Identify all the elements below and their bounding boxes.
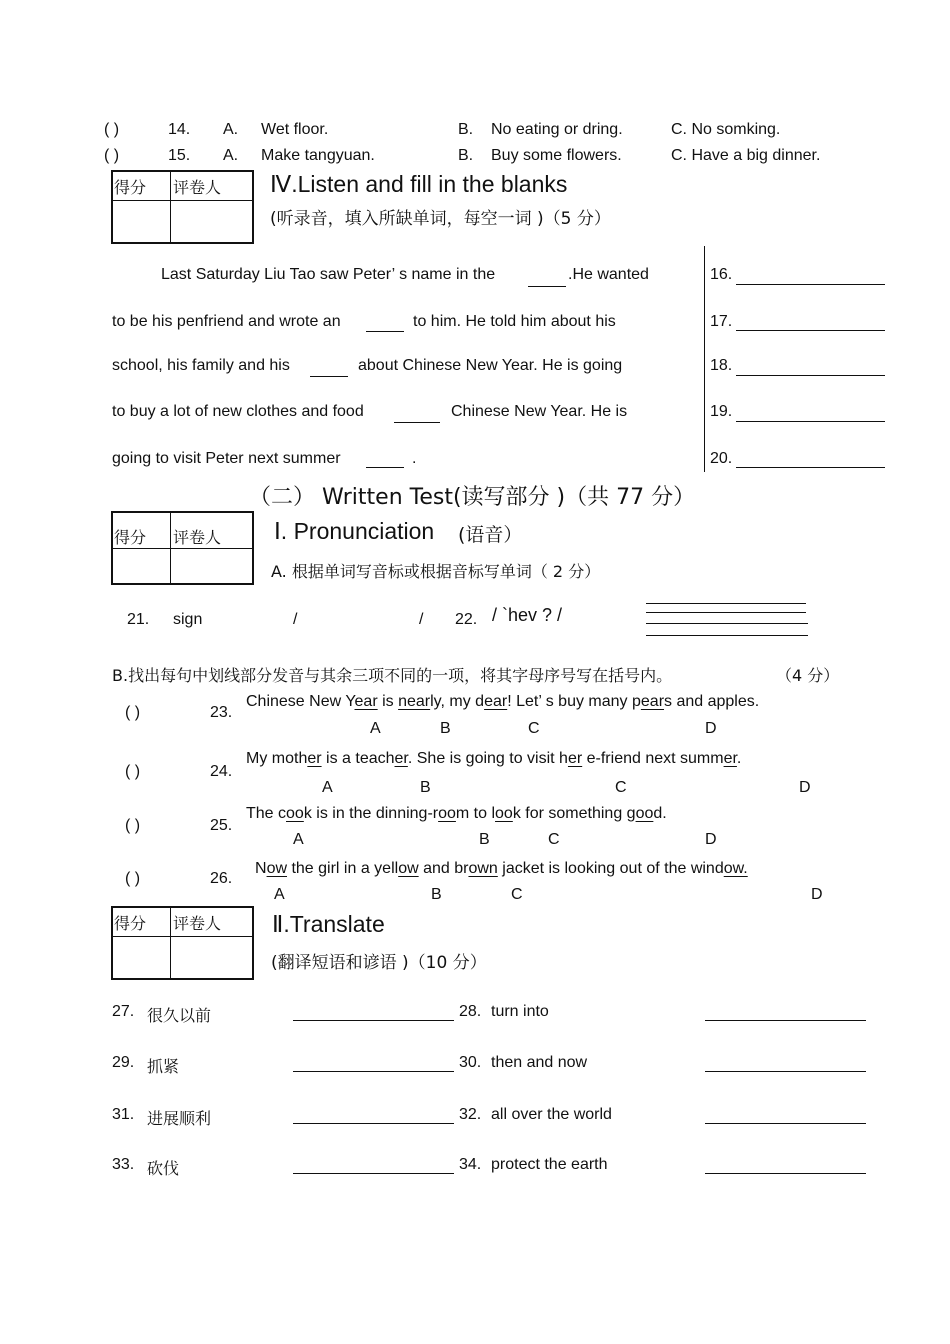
option-letter: A xyxy=(293,831,304,848)
passage-text: to buy a lot of new clothes and food xyxy=(112,403,364,420)
section-title-listen: Ⅳ.Listen and fill in the blanks xyxy=(270,171,568,197)
prompt-text: 砍伐 xyxy=(147,1159,180,1178)
answer-paren[interactable]: ( ) xyxy=(125,704,141,721)
question-number: 14. xyxy=(168,121,191,138)
sentence: My mother is a teacher. She is going to visit her e-friend next summer. xyxy=(246,750,742,767)
grader-label: 评卷人 xyxy=(173,528,222,547)
answer-line[interactable] xyxy=(705,1071,866,1072)
question-number: 34. xyxy=(459,1156,482,1173)
answer-number: 20. xyxy=(710,450,733,467)
score-label: 得分 xyxy=(114,178,147,197)
score-label: 得分 xyxy=(114,914,147,933)
answer-line[interactable] xyxy=(705,1173,866,1174)
passage-text: to him. He told him about his xyxy=(413,313,616,330)
option-letter: A xyxy=(322,779,333,796)
answer-line[interactable] xyxy=(736,375,885,376)
answer-paren[interactable]: ( ) xyxy=(104,147,120,164)
sentence: The cook is in the dinning-room to look for something good. xyxy=(246,805,667,822)
option-letter: C xyxy=(548,831,560,848)
option-a-letter: A. xyxy=(223,147,239,164)
part-a-instruction: A. 根据单词写音标或根据音标写单词（ 2 分） xyxy=(271,562,601,581)
score-label: 得分 xyxy=(114,528,147,547)
blank-line[interactable] xyxy=(366,467,404,468)
answer-line[interactable] xyxy=(736,284,885,285)
option-b-letter: B. xyxy=(458,121,474,138)
blank-line[interactable] xyxy=(528,286,566,287)
score-box xyxy=(111,170,254,244)
question-number: 27. xyxy=(112,1003,135,1020)
passage-text: to be his penfriend and wrote an xyxy=(112,313,341,330)
question-number: 22. xyxy=(455,611,478,628)
answer-number: 16. xyxy=(710,266,733,283)
answer-paren[interactable]: ( ) xyxy=(125,763,141,780)
option-letter: C xyxy=(528,720,540,737)
prompt-text: turn into xyxy=(491,1003,549,1020)
question-number: 31. xyxy=(112,1106,135,1123)
option-a-letter: A. xyxy=(223,121,239,138)
answer-line[interactable] xyxy=(293,1123,454,1124)
passage-text: going to visit Peter next summer xyxy=(112,450,341,467)
part-b-instruction: B.找出每句中划线部分发音与其余三项不同的一项，将其字母序号写在括号内。 xyxy=(112,666,673,685)
score-box xyxy=(111,906,254,980)
section-subtitle-translate: (翻译短语和谚语 )（10 分） xyxy=(271,953,487,973)
option-letter: D xyxy=(705,720,717,737)
passage-text: . xyxy=(412,450,417,467)
question-number: 28. xyxy=(459,1003,482,1020)
answer-paren[interactable]: ( ) xyxy=(125,870,141,887)
passage-text: .He wanted xyxy=(568,266,649,283)
answer-line[interactable] xyxy=(736,330,885,331)
question-number: 24. xyxy=(210,763,233,780)
answer-line[interactable] xyxy=(736,467,885,468)
prompt-text: 很久以前 xyxy=(147,1006,212,1025)
question-number: 26. xyxy=(210,870,233,887)
answer-line[interactable] xyxy=(705,1123,866,1124)
option-a-text: Wet floor. xyxy=(261,121,329,138)
answer-number: 18. xyxy=(710,357,733,374)
question-number: 29. xyxy=(112,1054,135,1071)
slash: / xyxy=(293,611,298,628)
option-letter: A xyxy=(370,720,381,737)
option-letter: A xyxy=(274,886,285,903)
option-letter: B xyxy=(420,779,431,796)
option-letter: D xyxy=(705,831,717,848)
question-number: 23. xyxy=(210,704,233,721)
passage-text: Last Saturday Liu Tao saw Peter’ s name in the xyxy=(161,266,496,283)
prompt-text: protect the earth xyxy=(491,1156,608,1173)
section-title-translate: Ⅱ.Translate xyxy=(272,911,385,937)
answer-number: 17. xyxy=(710,313,733,330)
section-title-pronunciation-cn: (语音） xyxy=(458,524,523,546)
answer-line[interactable] xyxy=(293,1020,454,1021)
passage-text: Chinese New Year. He is xyxy=(451,403,628,420)
option-letter: B xyxy=(440,720,451,737)
answer-line[interactable] xyxy=(293,1173,454,1174)
sentence: Now the girl in a yellow and brown jacket is looking out of the window. xyxy=(255,860,748,877)
option-letter: C xyxy=(615,779,627,796)
section-title-pronunciation: Ⅰ. Pronunciation xyxy=(274,518,435,544)
blank-line[interactable] xyxy=(394,422,440,423)
passage-text: school, his family and his xyxy=(112,357,290,374)
q21-word: sign xyxy=(173,611,203,628)
prompt-text: then and now xyxy=(491,1054,588,1071)
passage-text: about Chinese New Year. He is going xyxy=(358,357,623,374)
option-letter: B xyxy=(479,831,490,848)
question-number: 21. xyxy=(127,611,150,628)
option-c: C. No somking. xyxy=(671,121,781,138)
score-box xyxy=(111,511,254,585)
prompt-text: 抓紧 xyxy=(147,1057,180,1076)
option-letter: B xyxy=(431,886,442,903)
prompt-text: 进展顺利 xyxy=(147,1109,212,1128)
answer-line[interactable] xyxy=(293,1071,454,1072)
question-number: 32. xyxy=(459,1106,482,1123)
option-b-letter: B. xyxy=(458,147,474,164)
answer-paren[interactable]: ( ) xyxy=(125,817,141,834)
option-letter: D xyxy=(811,886,823,903)
question-number: 15. xyxy=(168,147,191,164)
grader-label: 评卷人 xyxy=(173,914,222,933)
option-letter: C xyxy=(511,886,523,903)
part-b-score: （4 分） xyxy=(776,666,840,685)
question-number: 25. xyxy=(210,817,233,834)
sentence: Chinese New Year is nearly, my dear! Let’ s buy many pears and apples. xyxy=(246,693,760,710)
option-a-text: Make tangyuan. xyxy=(261,147,375,164)
prompt-text: all over the world xyxy=(491,1106,612,1123)
column-divider xyxy=(704,246,705,472)
question-number: 33. xyxy=(112,1156,135,1173)
option-b-text: Buy some flowers. xyxy=(491,147,622,164)
answer-line[interactable] xyxy=(705,1020,866,1021)
blank-line[interactable] xyxy=(366,331,404,332)
answer-paren[interactable]: ( ) xyxy=(104,121,120,138)
answer-number: 19. xyxy=(710,403,733,420)
q22-phonetic: / `hev ? / xyxy=(492,605,563,625)
slash: / xyxy=(419,611,424,628)
written-test-title: （二） Written Test(读写部分 )（共 77 分） xyxy=(249,485,696,510)
option-b-text: No eating or dring. xyxy=(491,121,623,138)
question-number: 30. xyxy=(459,1054,482,1071)
option-letter: D xyxy=(799,779,811,796)
blank-line[interactable] xyxy=(310,376,348,377)
section-subtitle-listen: (听录音，填入所缺单词，每空一词 )（5 分） xyxy=(270,209,611,229)
grader-label: 评卷人 xyxy=(173,178,222,197)
answer-line[interactable] xyxy=(736,421,885,422)
option-c: C. Have a big dinner. xyxy=(671,147,821,164)
